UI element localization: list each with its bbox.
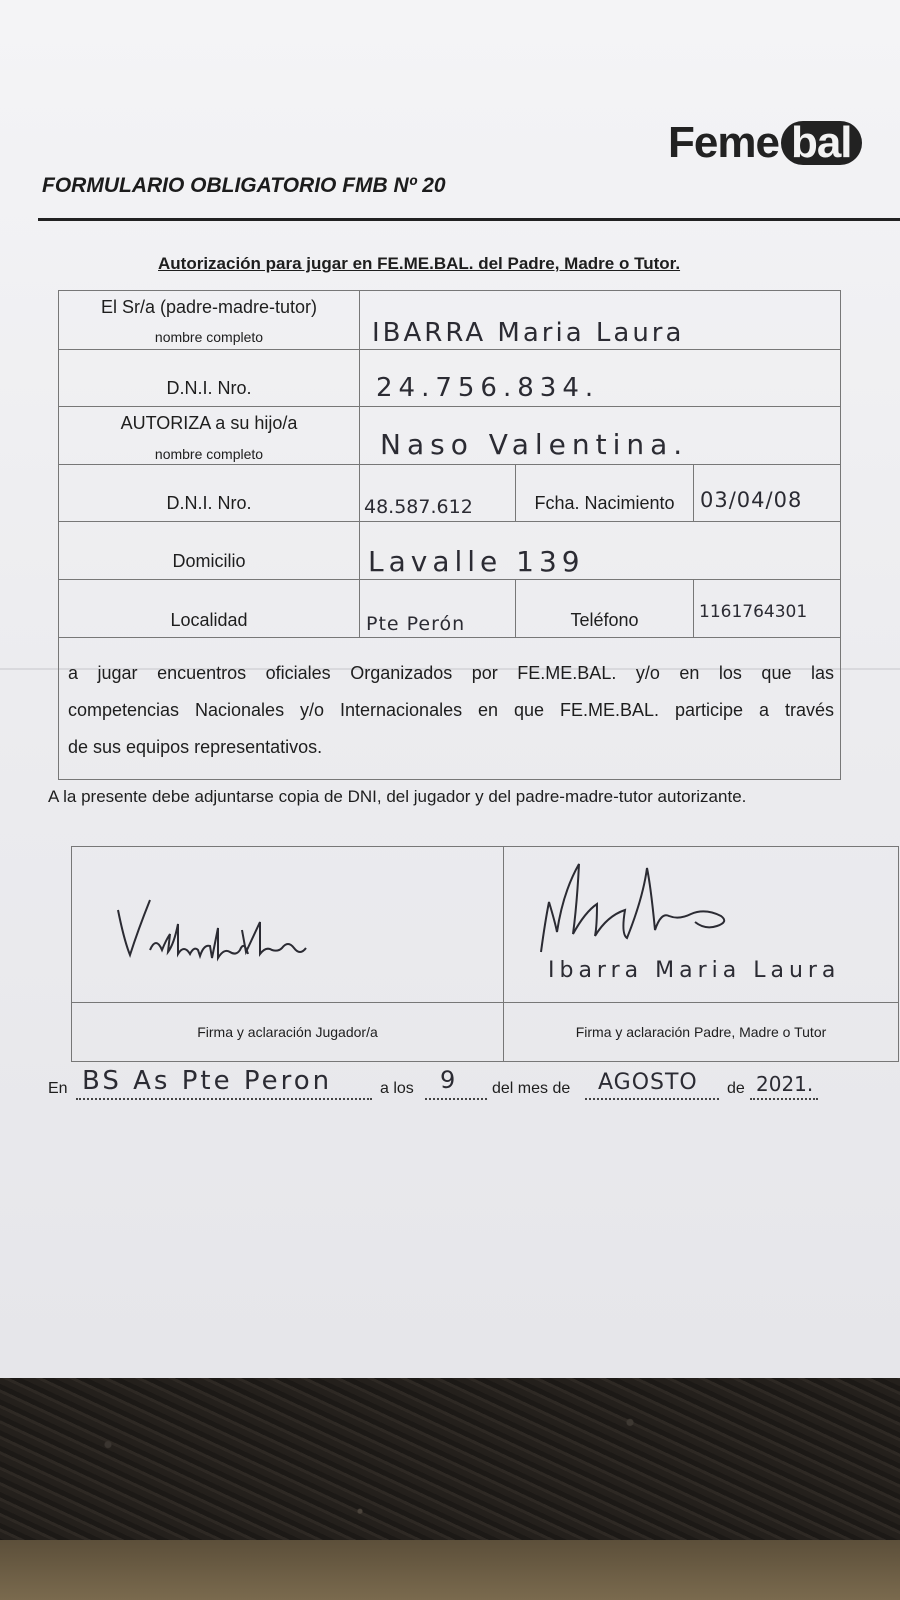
child-dni-value: 48.587.612 [364,496,473,518]
date-a-los-label: a los [380,1080,414,1097]
paragraph-line-1: a jugar encuentros oficiales Organizados por FE.ME.BAL. y/o en los que las [68,663,834,683]
authorization-paragraph [68,655,834,729]
date-en-label: En [48,1080,68,1097]
paragraph-line-3: de sus equipos representativos. [68,737,323,757]
femebal-logo [668,118,862,168]
guardian-sublabel: nombre completo [154,329,264,345]
guardian-dni-value: 24.756.834. [376,373,600,403]
paragraph-line-2: competencias Nacionales y/o Internacionales en que FE.ME.BAL. participe a través [68,700,834,720]
attachment-note: A la presente debe adjuntarse copia de DNI, del jugador y del padre-madre-tutor autorizante. [48,787,747,806]
child-label: AUTORIZA a su hijo/a [120,413,298,433]
tutor-printed-name: Ibarra Maria Laura [548,958,841,983]
birth-label: Fcha. Nacimiento [534,493,675,513]
guardian-name-value: IBARRA Maria Laura [372,318,685,348]
floor-strip [0,1540,900,1600]
child-name-value: Naso Valentina. [380,428,689,461]
phone-value: 1161764301 [699,602,808,622]
logo-badge: bal [781,121,862,165]
date-mes-label: del mes de [492,1080,571,1097]
phone-label: Teléfono [570,610,639,630]
form-code: FORMULARIO OBLIGATORIO FMB Nº 20 [42,174,446,197]
month-value: AGOSTO [598,1070,698,1095]
day-value: 9 [440,1066,459,1094]
guardian-dni-label: D.N.I. Nro. [166,378,252,398]
year-value: 2021. [756,1072,814,1096]
address-label: Domicilio [172,551,246,571]
city-label: Localidad [170,610,248,630]
address-value: Lavalle 139 [368,545,585,578]
tutor-signature-image [535,852,775,962]
child-sublabel: nombre completo [154,446,264,462]
tutor-signature-caption: Firma y aclaración Padre, Madre o Tutor [575,1024,827,1040]
place-value: BS As Pte Peron [82,1066,333,1096]
guardian-label: El Sr/a (padre-madre-tutor) [100,297,318,317]
header-rule [38,218,900,221]
date-de-label: de [727,1080,745,1097]
city-value: Pte Perón [366,613,466,635]
player-signature-caption: Firma y aclaración Jugador/a [197,1024,378,1040]
form-heading: Autorización para jugar en FE.ME.BAL. del Padre, Madre o Tutor. [158,254,681,273]
player-signature-image [110,870,320,970]
birth-date-value: 03/04/08 [700,488,803,512]
child-dni-label: D.N.I. Nro. [166,493,252,513]
logo-word: Feme [668,118,779,167]
